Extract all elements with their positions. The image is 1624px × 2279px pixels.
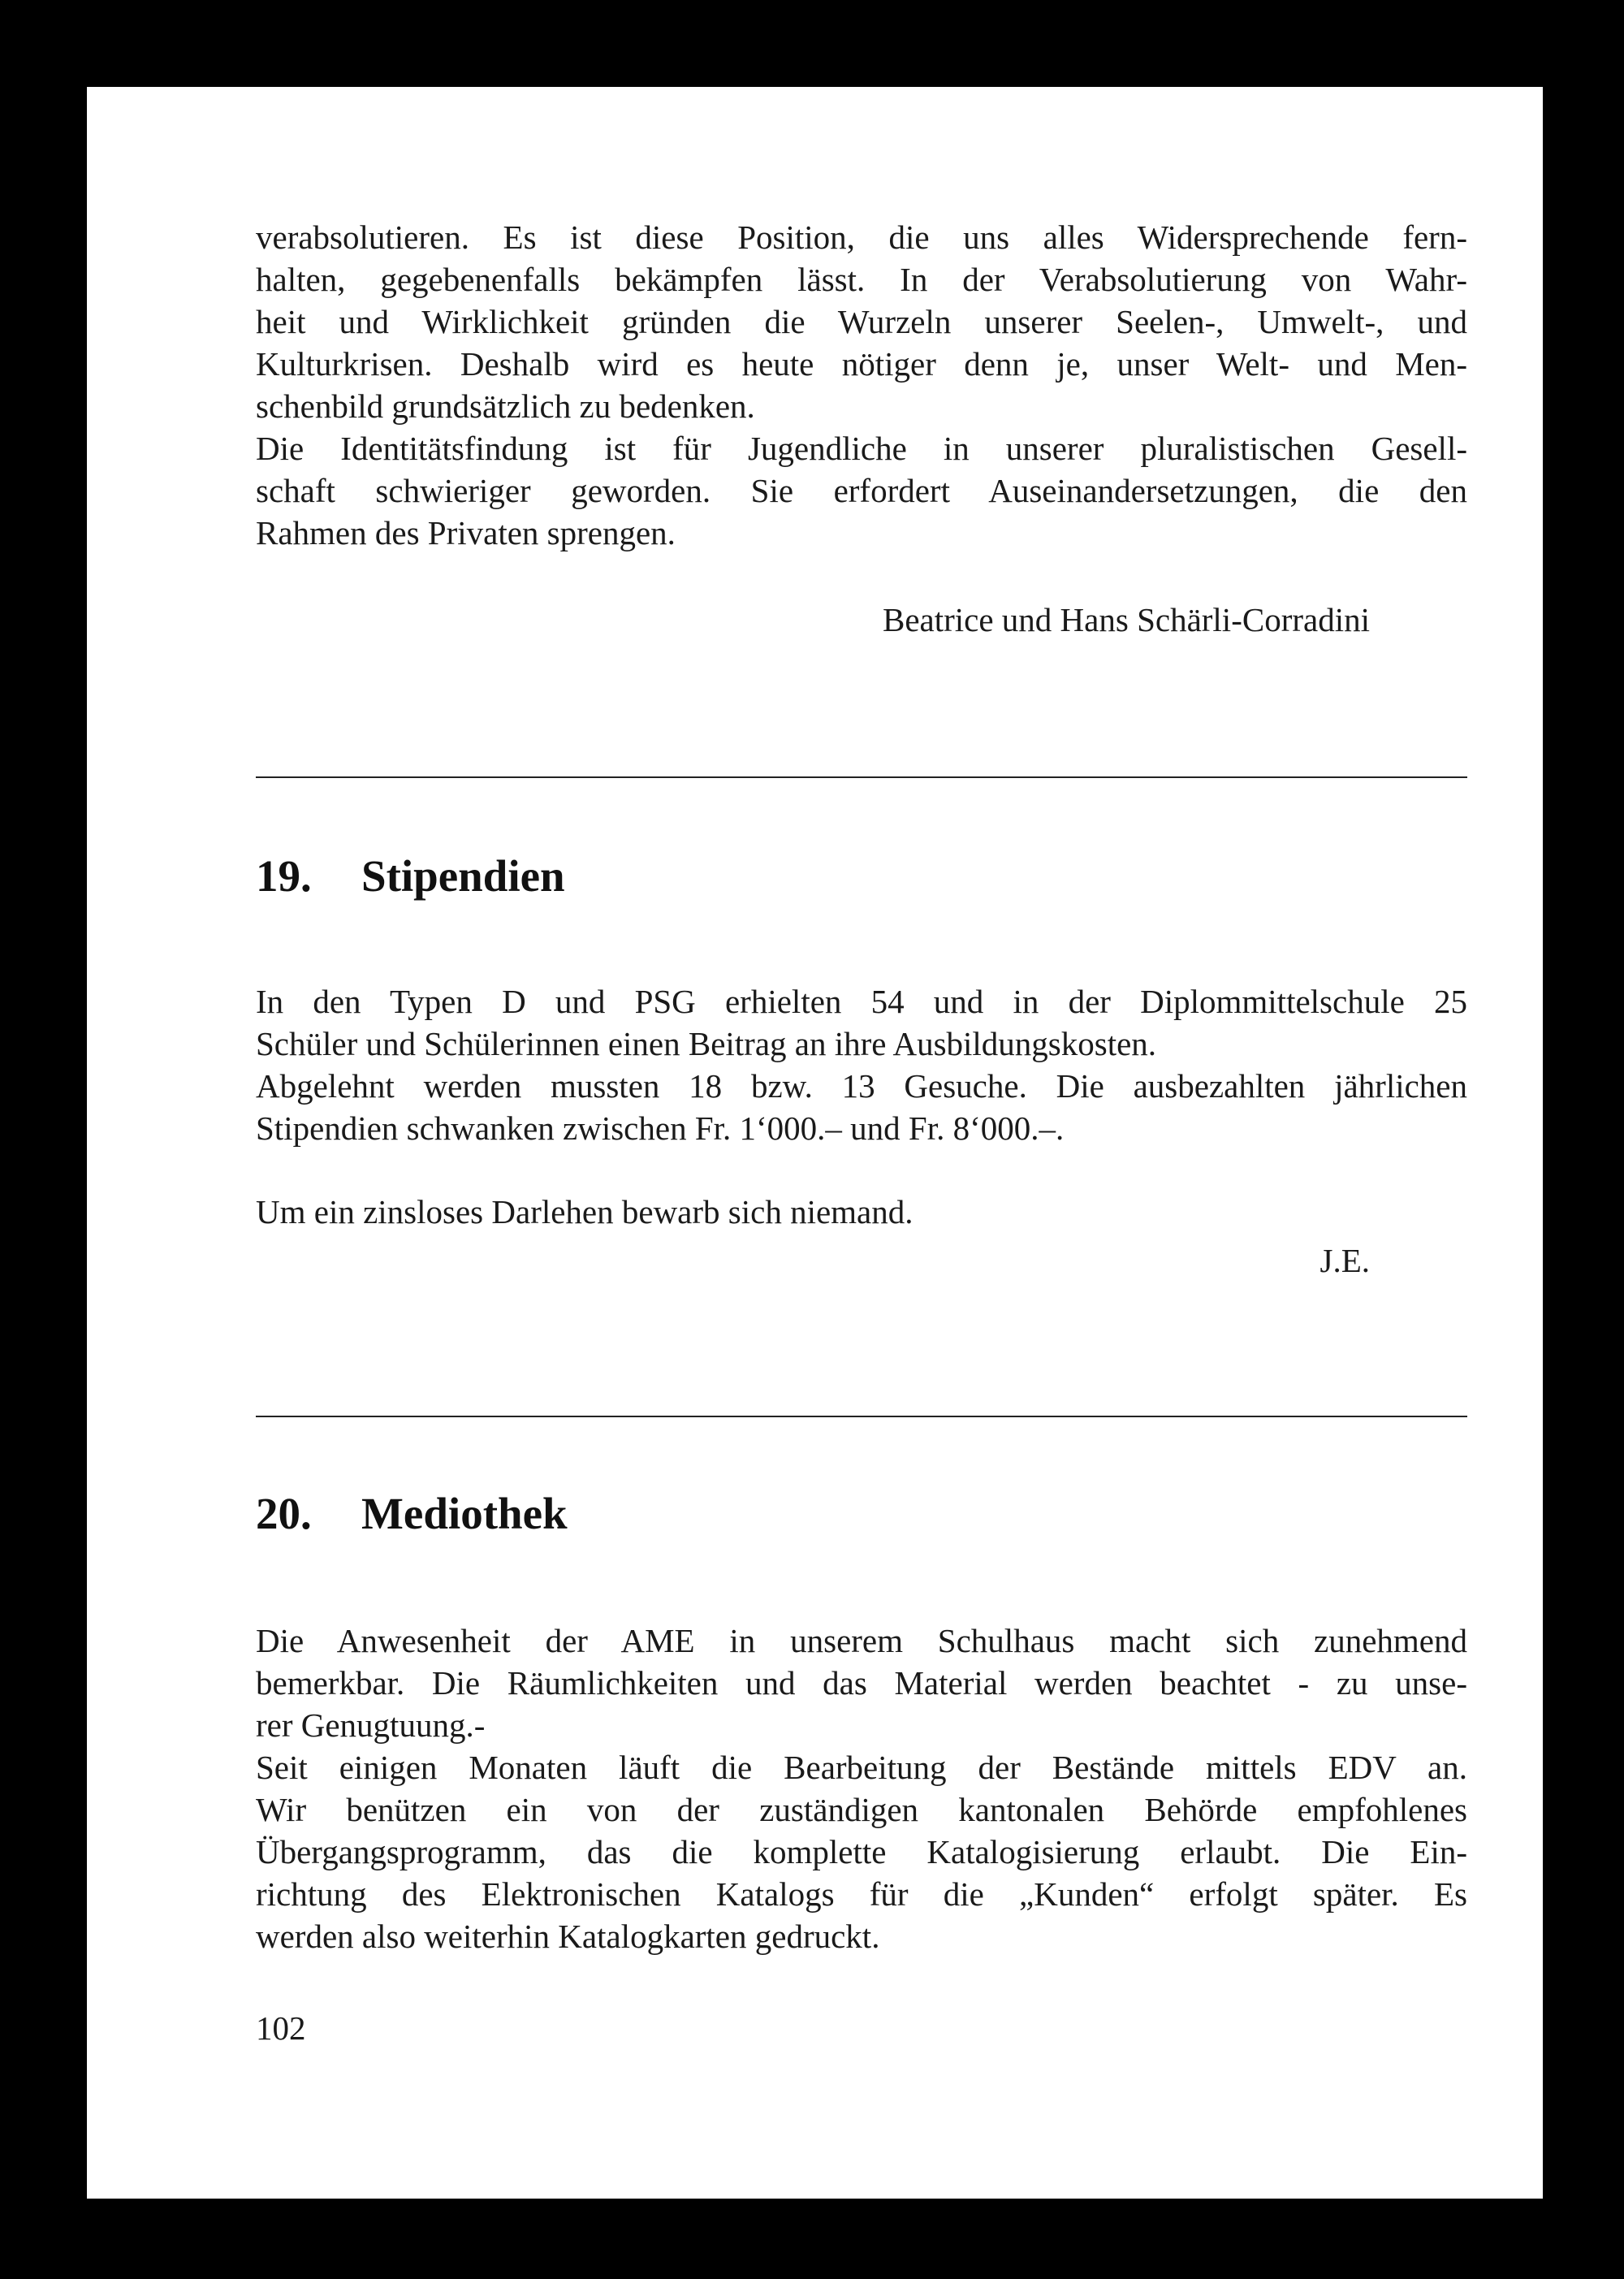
section-19-line-2: Schüler und Schülerinnen einen Beitrag an ihre Ausbildungskosten. — [256, 1025, 1157, 1062]
section-20-line-8: werden also weiterhin Katalogkarten gedruckt. — [256, 1918, 880, 1955]
document-page — [87, 87, 1543, 2199]
intro-line-3: heit und Wirklichkeit gründen die Wurzeln unserer Seelen-, Umwelt-, und — [256, 303, 1467, 340]
section-20-line-6: Übergangsprogramm, das die komplette Katalogisierung erlaubt. Die Ein- — [256, 1833, 1467, 1870]
intro-line-4: Kulturkrisen. Deshalb wird es heute nötiger denn je, unser Welt- und Men- — [256, 345, 1467, 383]
section-19-extra-line: Um ein zinsloses Darlehen bewarb sich niemand. — [256, 1193, 914, 1230]
section-19-line-1: In den Typen D und PSG erhielten 54 und in der Diplommittelschule 25 — [256, 983, 1467, 1020]
section-20-title: Mediothek — [361, 1489, 568, 1538]
section-20-line-4: Seit einigen Monaten läuft die Bearbeitung der Bestände mittels EDV an. — [256, 1749, 1467, 1786]
section-20-line-5: Wir benützen ein von der zuständigen kantonalen Behörde empfohlenes — [256, 1791, 1467, 1828]
section-19-heading — [256, 850, 565, 902]
section-20-line-1: Die Anwesenheit der AME in unserem Schulhaus macht sich zunehmend — [256, 1622, 1467, 1659]
section-19-number: 19. — [256, 851, 312, 901]
section-20-line-3: rer Genugtuung.- — [256, 1706, 486, 1744]
section-19-signature: J.E. — [1320, 1242, 1370, 1279]
intro-line-2: halten, gegebenenfalls bekämpfen lässt. In der Verabsolutierung von Wahr- — [256, 261, 1467, 298]
section-divider-1 — [256, 776, 1467, 778]
section-20-heading — [256, 1488, 568, 1540]
intro-line-5: schenbild grundsätzlich zu bedenken. — [256, 387, 755, 425]
intro-line-8: Rahmen des Privaten sprengen. — [256, 514, 676, 551]
page-number: 102 — [256, 2009, 306, 2047]
section-20-line-7: richtung des Elektronischen Katalogs für die „Kunden“ erfolgt später. Es — [256, 1875, 1467, 1913]
section-19-line-4: Stipendien schwanken zwischen Fr. 1‘000.– und Fr. 8‘000.–. — [256, 1109, 1065, 1147]
intro-line-6: Die Identitätsfindung ist für Jugendliche in unserer pluralistischen Gesell- — [256, 430, 1467, 467]
intro-signature: Beatrice und Hans Schärli-Corradini — [882, 601, 1370, 638]
intro-line-7: schaft schwieriger geworden. Sie erfordert Auseinandersetzungen, die den — [256, 472, 1467, 509]
section-20-line-2: bemerkbar. Die Räumlichkeiten und das Material werden beachtet - zu unse- — [256, 1664, 1467, 1702]
section-divider-2 — [256, 1416, 1467, 1417]
section-20-number: 20. — [256, 1489, 312, 1538]
intro-line-1: verabsolutieren. Es ist diese Position, die uns alles Widersprechende fern- — [256, 218, 1467, 256]
section-19-title: Stipendien — [361, 851, 565, 901]
section-19-line-3: Abgelehnt werden mussten 18 bzw. 13 Gesuche. Die ausbezahlten jährlichen — [256, 1067, 1467, 1105]
